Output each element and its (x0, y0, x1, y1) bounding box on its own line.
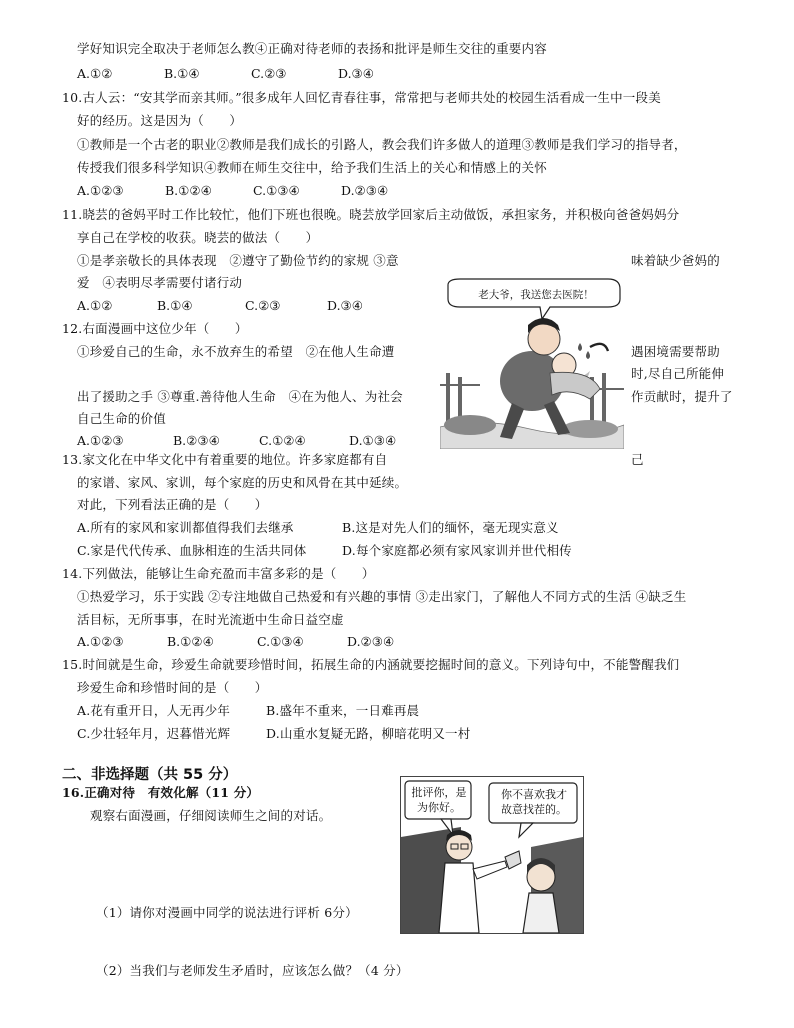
q11-items: ①是孝亲敬长的具体表现 ②遵守了勤俭节约的家规 ③意 (77, 253, 399, 268)
q11-stem: 享自己在学校的收获。晓芸的做法（ ） (77, 230, 319, 245)
cartoon-caption: 老大爷，我送您去医院！ (478, 289, 594, 301)
q10-stem: 好的经历。这是因为（ ） (77, 113, 243, 128)
option: B.①②④ (165, 183, 212, 198)
option: B.②③④ (173, 433, 220, 448)
q12-items: 时,尽自己所能伸 (631, 366, 725, 381)
teacher-speech-line: 为你好。 (417, 801, 461, 814)
teacher-speech (409, 785, 469, 815)
q15-option-b: B.盛年不重来，一日难再晨 (266, 703, 420, 718)
option: B.①②④ (167, 634, 214, 649)
teacher-speech-line: 批评你，是 (411, 786, 467, 799)
q12-items: 自己生命的价值 (77, 411, 166, 426)
q9-options (77, 66, 374, 82)
cartoon-helping-elder (440, 277, 624, 449)
q16-title: 16.正确对待 有效化解（11 分） (62, 785, 260, 800)
q11-stem: 11.晓芸的爸妈平时工作比较忙，他们下班也很晚。晓芸放学回家后主动做饭，承担家务，并积极向爸爸妈妈分 (62, 207, 680, 222)
q12-items: 遇困境需要帮助 (631, 344, 720, 359)
q16-sub2: （2）当我们与老师发生矛盾时，应该怎么做？（4 分） (96, 963, 409, 978)
q14-items: ①热爱学习，乐于实践 ②专注地做自己热爱和有兴趣的事情 ③走出家门，了解他人不同方式的生活 ④缺乏生 (77, 589, 687, 604)
q15-option-d: D.山重水复疑无路，柳暗花明又一村 (266, 726, 471, 741)
option: B.①④ (157, 298, 193, 313)
q10-stem: 10.古人云：“安其学而亲其师。”很多成年人回忆青春往事，常常把与老师共处的校园生活看成一生中一段美 (62, 90, 661, 105)
q15-stem: 15.时间就是生命，珍爱生命就要珍惜时间，拓展生命的内涵就要挖掘时间的意义。下列诗句中，不能警醒我们 (62, 657, 680, 672)
q14-stem: 14.下列做法，能够让生命充盈而丰富多彩的是（ ） (62, 566, 375, 581)
option: C.②③ (251, 66, 287, 81)
q14-items: 活目标，无所事事，在时光流逝中生命日益空虚 (77, 612, 344, 627)
q13-stem: 己 (631, 452, 644, 467)
q13-option-a: A.所有的家风和家训都值得我们去继承 (77, 520, 294, 535)
option: A.①②③ (77, 433, 124, 448)
option: D.②③④ (341, 183, 389, 198)
option: A.①②③ (77, 183, 124, 198)
q13-option-b: B.这是对先人们的缅怀，毫无现实意义 (342, 520, 559, 535)
option: D.③④ (338, 66, 374, 81)
q9-line: 学好知识完全取决于老师怎么教④正确对待老师的表扬和批评是师生交往的重要内容 (77, 41, 547, 56)
q15-option-c: C.少壮轻年月，迟暮惜光辉 (77, 726, 231, 741)
q15-option-a: A.花有重开日，人无再少年 (77, 703, 231, 718)
option: B.①④ (164, 66, 200, 81)
q11-items: 爱 ④表明尽孝需要付诸行动 (77, 275, 243, 290)
q10-items: ①教师是一个古老的职业②教师是我们成长的引路人，教会我们许多做人的道理③教师是我们学习的指导者， (77, 137, 687, 152)
q13-stem: 的家谱、家风、家训，每个家庭的历史和风骨在其中延续。 (77, 475, 408, 490)
section-title: 二、非选择题（共 55 分） (62, 767, 238, 783)
q13-option-c: C.家是代代传承、血脉相连的生活共同体 (77, 543, 307, 558)
q11-items: 味着缺少爸妈的 (631, 253, 720, 268)
student-speech-line: 你不喜欢我才 (501, 788, 567, 801)
q12-stem: 12.右面漫画中这位少年（ ） (62, 321, 248, 336)
q16-sub1: （1）请你对漫画中同学的说法进行评析 6分） (96, 905, 358, 920)
option: D.③④ (327, 298, 363, 313)
q12-items: 出了援助之手 ③尊重.善待他人生命 ④在为他人、为社会 (77, 389, 403, 404)
cartoon-teacher-student (400, 776, 584, 934)
q13-stem: 对此，下列看法正确的是（ ） (77, 497, 268, 512)
q12-items: 作贡献时，提升了 (631, 389, 733, 404)
option: C.①③④ (257, 634, 304, 649)
q16-intro: 观察右面漫画，仔细阅读师生之间的对话。 (90, 808, 332, 823)
option: D.①③④ (349, 433, 397, 448)
q12-options (77, 433, 396, 449)
q15-stem: 珍爱生命和珍惜时间的是（ ） (77, 680, 268, 695)
option: D.②③④ (347, 634, 395, 649)
student-speech (493, 787, 575, 817)
q10-options (77, 183, 388, 199)
q13-option-d: D.每个家庭都必须有家风家训并世代相传 (342, 543, 572, 558)
option: C.②③ (245, 298, 281, 313)
q12-items: ①珍爱自己的生命，永不放弃生的希望 ②在他人生命遭 (77, 344, 395, 359)
student-speech-line: 故意找茬的。 (501, 803, 567, 816)
q10-items: 传授我们很多科学知识④教师在师生交往中，给予我们生活上的关心和情感上的关怀 (77, 160, 547, 175)
option: C.①③④ (253, 183, 300, 198)
q13-stem: 13.家文化在中华文化中有着重要的地位。许多家庭都有自 (62, 452, 388, 467)
option: C.①②④ (259, 433, 306, 448)
q11-options (77, 298, 363, 314)
option: A.①② (77, 298, 113, 313)
option: A.①②③ (77, 634, 124, 649)
q14-options (77, 634, 394, 650)
option: A.①② (77, 66, 113, 81)
